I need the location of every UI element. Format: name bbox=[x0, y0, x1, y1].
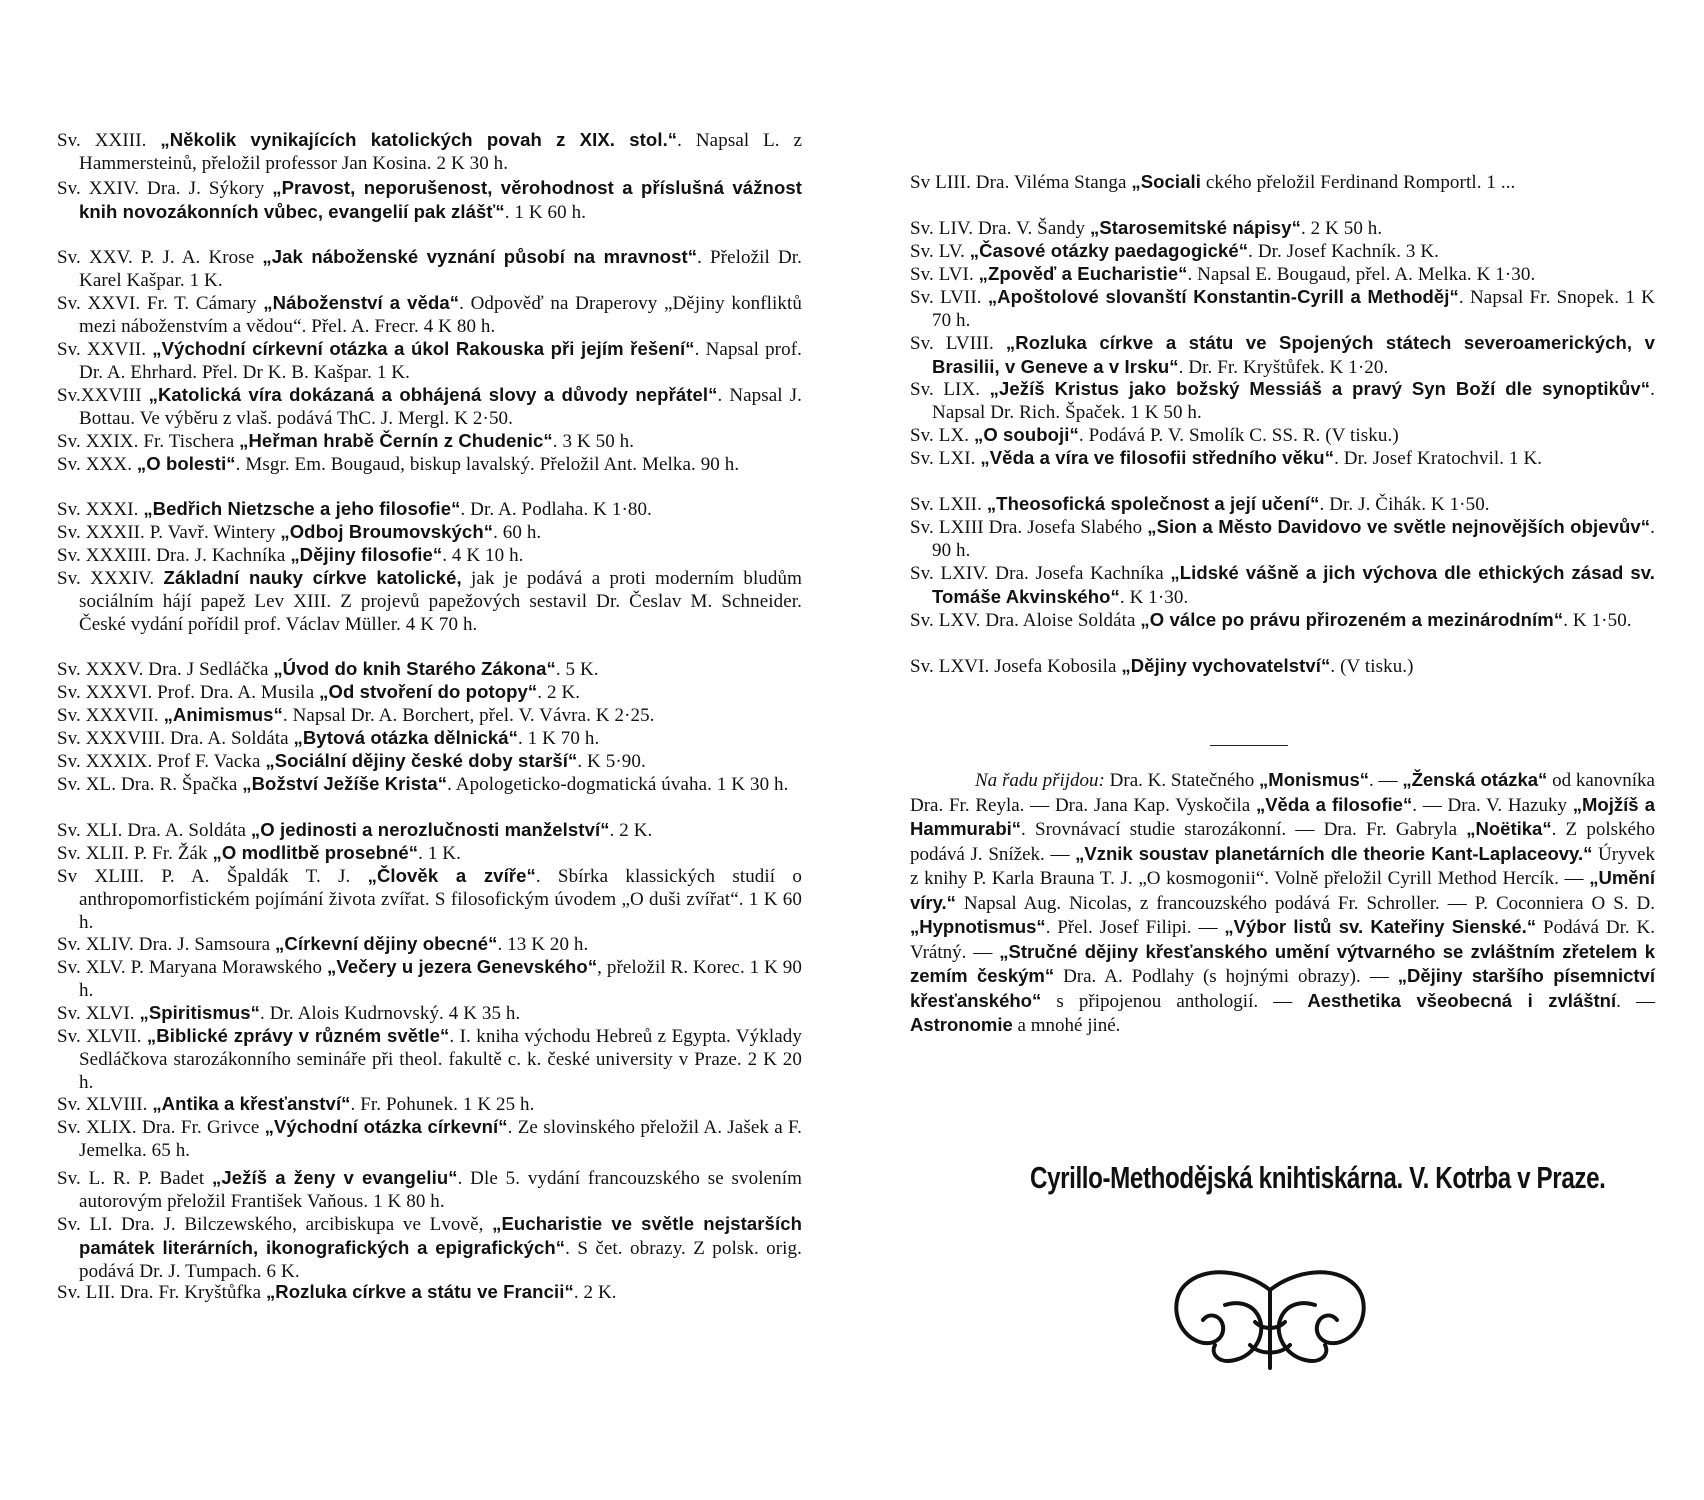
entry-details: . Dr. A. Podlaha. K 1·80. bbox=[460, 499, 652, 520]
catalog-entry bbox=[910, 239, 1655, 263]
entry-volume: Sv. XXXVII. bbox=[57, 705, 164, 726]
entry-volume: Sv. XXXIV. bbox=[57, 568, 164, 589]
entry-volume: Sv. LI. Dra. J. Bilczewského, arcibiskupa ve Lvově, bbox=[57, 1214, 493, 1235]
catalog-entry bbox=[57, 1166, 802, 1213]
printer-imprint: Cyrillo-Methodějská knihtiskárna. V. Kotrba v Praze. bbox=[1030, 1160, 1606, 1195]
entry-title: „O modlitbě prosebné“ bbox=[212, 842, 419, 863]
entry-title: „Jak náboženské vyznání působí na mravnost“ bbox=[262, 246, 698, 267]
entry-title: „Dějiny filosofie“ bbox=[290, 544, 443, 565]
entry-title: „Heřman hrabě Černín z Chudenic“ bbox=[239, 430, 553, 451]
forthcoming-title: „Umění víry.“ bbox=[910, 867, 1655, 913]
forthcoming-text: . Přel. Josef Filipi. — bbox=[1045, 917, 1225, 938]
entry-details: . Napsal Dr. Rich. Špaček. 1 K 50 h. bbox=[932, 379, 1655, 423]
entry-volume: Sv. LVI. bbox=[910, 264, 979, 285]
forthcoming-text: . — bbox=[1616, 990, 1655, 1012]
catalog-entry bbox=[57, 543, 802, 567]
entry-title: „Animismus“ bbox=[163, 704, 283, 725]
entry-details: . (V tisku.) bbox=[1330, 656, 1414, 677]
entry-volume: Sv. XXIV. Dra. J. Sýkory bbox=[57, 178, 273, 199]
catalog-entry bbox=[57, 1024, 802, 1094]
entry-title: „Eucharistie ve světle nejstarších památek literárních, ikonografických a epigrafických“ bbox=[79, 1213, 802, 1258]
entry-volume: Sv. LV. bbox=[910, 241, 970, 262]
entry-title: „Úvod do knih Starého Zákona“ bbox=[273, 658, 556, 679]
entry-volume: Sv XLIII. P. A. Špaldák T. J. bbox=[57, 866, 368, 887]
entry-volume: Sv. XXXI. bbox=[57, 499, 144, 520]
entry-volume: Sv. LXV. Dra. Aloise Soldáta bbox=[910, 610, 1141, 631]
entry-details: . Dr. J. Čihák. K 1·50. bbox=[1319, 494, 1490, 515]
catalog-entry bbox=[910, 285, 1655, 332]
forthcoming-title: „Věda a filosofie“ bbox=[1255, 793, 1413, 815]
entry-volume: Sv. XLVIII. bbox=[57, 1094, 153, 1115]
entry-details: . K 1·30. bbox=[1119, 587, 1189, 608]
forthcoming-title: „Dějiny staršího písemnictví křesťanského“ bbox=[910, 965, 1655, 1011]
entry-details: . 3 K 50 h. bbox=[552, 431, 635, 452]
catalog-entry bbox=[57, 1092, 802, 1116]
entry-volume: Sv. XXVI. Fr. T. Cámary bbox=[57, 293, 264, 314]
catalog-entry bbox=[910, 492, 1655, 516]
catalog-entry bbox=[57, 245, 802, 292]
entry-details: . Fr. Pohunek. 1 K 25 h. bbox=[350, 1094, 535, 1115]
entry-details: . Napsal J. Bottau. Ve výběru z vlaš. podává ThC. J. Mergl. K 2·50. bbox=[79, 385, 802, 429]
entry-title: „Východní otázka církevní“ bbox=[264, 1116, 508, 1137]
entry-title: „O souboji“ bbox=[973, 424, 1079, 445]
entry-details: . Podává P. V. Smolík C. SS. R. (V tisku.) bbox=[1078, 425, 1399, 446]
entry-details: . Napsal prof. Dr. A. Ehrhard. Přel. Dr K. B. Kašpar. 1 K. bbox=[79, 339, 802, 383]
forthcoming-lead: Na řadu přijdou: bbox=[975, 770, 1105, 791]
catalog-entry bbox=[57, 176, 802, 224]
catalog-entry bbox=[57, 1001, 802, 1025]
entry-title: „Rozluka církve a státu ve Spojených státech severoamerických, v Brasilii, v Geneve a v Irsku“ bbox=[932, 332, 1655, 377]
forthcoming-title: „Vznik soustav planetárních dle theorie Kant-Laplaceovy.“ bbox=[1075, 842, 1593, 864]
entry-title: „Náboženství a věda“ bbox=[263, 292, 460, 313]
entry-volume: Sv. XXIX. Fr. Tischera bbox=[57, 431, 240, 452]
forthcoming-text: Dra. K. Statečného bbox=[1104, 770, 1260, 791]
entry-volume: Sv. XXXV. Dra. J Sedláčka bbox=[57, 659, 274, 680]
catalog-entry bbox=[910, 561, 1655, 609]
entry-title: „Pravost, neporušenost, věrohodnost a příslušná vážnost knih novozákonních vůbec, evangelií pak zlášť“ bbox=[79, 177, 802, 222]
catalog-entry bbox=[910, 262, 1655, 286]
entry-details: . S čet. obrazy. Z polsk. orig. podává Dr. J. Tumpach. 6 K. bbox=[79, 1238, 803, 1282]
catalog-entry bbox=[57, 337, 802, 384]
entry-details: . 13 K 20 h. bbox=[497, 934, 589, 955]
forthcoming-text: s připojenou anthologií. — bbox=[1041, 990, 1308, 1012]
catalog-entry bbox=[57, 864, 802, 934]
forthcoming-title: „Monismus“ bbox=[1259, 769, 1370, 790]
forthcoming-text: . — bbox=[1369, 770, 1403, 791]
entry-volume: Sv. XL. Dra. R. Špačka bbox=[57, 774, 243, 795]
forthcoming-title: „Výbor listů sv. Kateřiny Sienské.“ bbox=[1224, 916, 1537, 937]
forthcoming-text: Podává Dr. K. Vrátný. — bbox=[910, 917, 1656, 963]
entry-title: „Sociální dějiny české doby starší“ bbox=[265, 750, 578, 771]
entry-title: „Spiritismus“ bbox=[139, 1002, 261, 1023]
catalog-entry bbox=[57, 291, 802, 338]
entry-volume: Sv. LIV. Dra. V. Šandy bbox=[910, 218, 1090, 239]
entry-details: . Msgr. Em. Bougaud, biskup lavalský. Přeložil Ant. Melka. 90 h. bbox=[235, 454, 740, 475]
forthcoming-paragraph bbox=[910, 768, 1655, 1038]
entry-title: „Sociali bbox=[1131, 171, 1202, 192]
forthcoming-text: . Srovnávací studie starozákonní. — Dra. Fr. Gabryla bbox=[1021, 819, 1467, 840]
entry-title: „Lidské vášně a jich výchova dle ethických zásad sv. Tomáše Akvinského“ bbox=[932, 562, 1656, 607]
entry-volume: Sv. XLI. Dra. A. Soldáta bbox=[57, 820, 251, 841]
forthcoming-text: . — Dra. V. Hazuky bbox=[1412, 794, 1573, 816]
entry-title: „O bolesti“ bbox=[136, 453, 236, 474]
entry-details: . Sbírka klassických studií o anthropomorfistickém pojímání života zvířat. S filosofickým úvodem „O duši zvířat“. 1 K 60 h. bbox=[79, 866, 802, 933]
entry-details: . Napsal L. z Hammersteinů, přeložil professor Jan Kosina. 2 K 30 h. bbox=[79, 130, 803, 174]
entry-volume: Sv. XXX. bbox=[57, 454, 137, 475]
entry-details: . Ze slovinského přeložil A. Jašek a F. Jemelka. 65 h. bbox=[79, 1117, 802, 1161]
catalog-entry bbox=[57, 497, 802, 521]
forthcoming-title: Aesthetika všeobecná i zvláštní bbox=[1307, 989, 1617, 1011]
entry-details: , přeložil R. Korec. 1 K 90 h. bbox=[79, 957, 802, 1001]
catalog-entry bbox=[57, 818, 802, 842]
forthcoming-text: Úryvek z knihy P. Karla Brauna T. J. „O kosmogonii“. Volně přeložil Cyrill Method Hercík. — bbox=[910, 843, 1655, 889]
entry-details: . 2 K. bbox=[573, 1282, 617, 1303]
entry-details: . 5 K. bbox=[555, 659, 599, 680]
forthcoming-text: Dra. A. Podlahy (s hojnými obrazy). — bbox=[1054, 966, 1398, 987]
catalog-entry bbox=[57, 566, 802, 636]
catalog-entry bbox=[910, 515, 1655, 562]
entry-title: „Katolická víra dokázaná a obhájená slovy a důvody nepřátel“ bbox=[148, 384, 718, 405]
catalog-entry bbox=[57, 383, 802, 430]
entry-details: . Dr. Fr. Kryštůfek. K 1·20. bbox=[1178, 357, 1389, 378]
entry-details: . Přeložil Dr. Karel Kašpar. 1 K. bbox=[79, 247, 803, 291]
entry-title: „Církevní dějiny obecné“ bbox=[275, 933, 498, 954]
catalog-entry bbox=[57, 128, 802, 175]
entry-volume: Sv. LVII. bbox=[910, 287, 988, 308]
entry-title: „Božství Ježíše Krista“ bbox=[242, 773, 448, 794]
entry-title: „Člověk a zvíře“ bbox=[367, 865, 536, 886]
catalog-entry bbox=[910, 377, 1655, 424]
catalog-entry bbox=[57, 1115, 802, 1162]
forthcoming-title: „Hypnotismus“ bbox=[910, 916, 1046, 937]
entry-details: . K 5·90. bbox=[577, 751, 646, 772]
forthcoming-text: a mnohé jiné. bbox=[1012, 1015, 1121, 1036]
entry-title: „O válce po právu přirozeném a mezinárodním“ bbox=[1140, 609, 1564, 630]
forthcoming-text: . Z polského podává J. Snížek. — bbox=[910, 819, 1655, 865]
forthcoming-title: „Stručné dějiny křesťanského umění výtvarného se zvláštním zřetelem k zemím českým“ bbox=[910, 940, 1655, 986]
entry-details: . Napsal E. Bougaud, přel. A. Melka. K 1·30. bbox=[1187, 264, 1536, 285]
entry-volume: Sv. LXIII Dra. Josefa Slabého bbox=[910, 517, 1148, 538]
entry-details: . 1 K. bbox=[418, 843, 461, 864]
catalog-entry bbox=[57, 955, 802, 1002]
catalog-entry bbox=[57, 520, 802, 544]
entry-title: „Antika a křesťanství“ bbox=[152, 1093, 351, 1114]
catalog-entry bbox=[57, 726, 802, 750]
entry-volume: Sv. XXXIX. Prof F. Vacka bbox=[57, 751, 266, 772]
entry-details: . I. kniha východu Hebreů z Egypta. Výklady Sedláčkova starozákonního semináře při theol. fakultě c. k. české university v Praze. 2 K 20 h. bbox=[79, 1026, 802, 1093]
entry-volume: Sv. XLVII. bbox=[57, 1026, 147, 1047]
entry-volume: Sv. LVIII. bbox=[910, 333, 1006, 354]
catalog-entry bbox=[57, 749, 802, 773]
catalog-entry bbox=[910, 170, 1655, 194]
entry-volume: Sv. XXXVIII. Dra. A. Soldáta bbox=[57, 728, 294, 749]
catalog-entry bbox=[910, 216, 1655, 240]
entry-title: „Bedřich Nietzsche a jeho filosofie“ bbox=[143, 498, 461, 519]
entry-volume: Sv. LXI. bbox=[910, 448, 981, 469]
entry-volume: Sv. LXII. bbox=[910, 494, 987, 515]
entry-details: . 90 h. bbox=[932, 517, 1655, 561]
entry-title: „Apoštolové slovanští Konstantin-Cyrill a Methoděj“ bbox=[987, 286, 1459, 307]
catalog-entry bbox=[910, 446, 1655, 470]
catalog-entry bbox=[57, 841, 802, 865]
catalog-entry bbox=[910, 423, 1655, 447]
entry-title: „Večery u jezera Genevského“ bbox=[326, 956, 598, 977]
ornament-icon bbox=[1165, 1260, 1375, 1380]
entry-details: . 4 K 10 h. bbox=[442, 545, 524, 566]
entry-title: „Východní církevní otázka a úkol Rakouska při jejím řešení“ bbox=[152, 338, 695, 359]
entry-details: . Dr. Josef Kratochvil. 1 K. bbox=[1334, 448, 1543, 469]
entry-volume: Sv. XXXIII. Dra. J. Kachníka bbox=[57, 545, 291, 566]
entry-volume: Sv. LX. bbox=[910, 425, 974, 446]
entry-details: . 60 h. bbox=[493, 522, 542, 543]
entry-title: „Ježíš Kristus jako božský Messiáš a pravý Syn Boží dle synoptikův“ bbox=[989, 378, 1651, 399]
entry-title: „Dějiny vychovatelství“ bbox=[1121, 655, 1331, 676]
catalog-entry bbox=[57, 772, 802, 796]
catalog-entry bbox=[57, 657, 802, 681]
entry-volume: Sv. XXVII. bbox=[57, 339, 153, 360]
entry-details: . 2 K 50 h. bbox=[1300, 218, 1383, 239]
entry-title: „Odboj Broumovských“ bbox=[280, 521, 494, 542]
entry-volume: Sv. XLIV. Dra. J. Samsoura bbox=[57, 934, 276, 955]
entry-details: . K 1·50. bbox=[1563, 610, 1632, 631]
entry-volume: Sv. XLVI. bbox=[57, 1003, 140, 1024]
entry-volume: Sv. XXXII. P. Vavř. Wintery bbox=[57, 522, 281, 543]
entry-volume: Sv. XLIX. Dra. Fr. Grivce bbox=[57, 1117, 265, 1138]
catalog-entry bbox=[910, 654, 1655, 678]
entry-volume: Sv. XLII. P. Fr. Žák bbox=[57, 843, 213, 864]
entry-details: . 2 K. bbox=[609, 820, 653, 841]
forthcoming-title: „Noëtika“ bbox=[1466, 818, 1552, 839]
entry-title: „Zpověď a Eucharistie“ bbox=[978, 263, 1188, 284]
entry-title: „Sion a Město Davidovo ve světle nejnovějších objevův“ bbox=[1147, 516, 1651, 537]
forthcoming-text: od kanovníka Dra. Fr. Reyla. — Dra. Jana Kap. Vyskočila bbox=[910, 770, 1655, 816]
catalog-entry bbox=[57, 1280, 802, 1304]
forthcoming-title: „Mojžíš a Hammurabi“ bbox=[910, 793, 1655, 839]
entry-volume: Sv. LII. Dra. Fr. Kryštůfka bbox=[57, 1282, 266, 1303]
catalog-entry bbox=[57, 932, 802, 956]
entry-details: . Odpověď na Draperovy „Dějiny konfliktů mezi náboženstvím a vědou“. Přel. A. Frecr. 4 K 80 h. bbox=[79, 293, 802, 337]
entry-details: . Dle 5. vydání francouzského se svolením autorovým přeložil František Vaňous. 1 K 80 h. bbox=[79, 1168, 802, 1212]
entry-details: . Dr. Josef Kachník. 3 K. bbox=[1248, 241, 1440, 262]
entry-details: . 1 K 60 h. bbox=[504, 202, 587, 223]
forthcoming-title: Astronomie bbox=[910, 1014, 1013, 1035]
section-divider bbox=[1210, 745, 1288, 746]
forthcoming-title: „Ženská otázka“ bbox=[1402, 769, 1548, 790]
entry-volume: Sv. XXIII. bbox=[57, 130, 161, 151]
entry-title: „Starosemitské nápisy“ bbox=[1090, 217, 1301, 238]
entry-volume: Sv. LXIV. Dra. Josefa Kachníka bbox=[910, 563, 1171, 584]
entry-volume: Sv. XXV. P. J. A. Krose bbox=[57, 247, 263, 268]
catalog-entry bbox=[57, 452, 802, 476]
entry-volume: Sv. LIX. bbox=[910, 379, 990, 400]
entry-title: „Ježíš a ženy v evangeliu“ bbox=[212, 1167, 458, 1188]
catalog-entry bbox=[910, 608, 1655, 632]
entry-title: Základní nauky církve katolické, bbox=[163, 567, 462, 588]
entry-details: ckého přeložil Ferdinand Romportl. 1 ... bbox=[1201, 172, 1516, 193]
entry-details: . 2 K. bbox=[537, 682, 581, 703]
entry-details: . Dr. Alois Kudrnovský. 4 K 35 h. bbox=[260, 1003, 521, 1024]
entry-title: „Několik vynikajících katolických povah z XIX. stol.“ bbox=[160, 129, 678, 150]
entry-title: „Theosofická společnost a její učení“ bbox=[986, 493, 1320, 514]
entry-title: „Časové otázky paedagogické“ bbox=[969, 240, 1249, 261]
entry-volume: Sv. XXXVI. Prof. Dra. A. Musila bbox=[57, 682, 320, 703]
entry-volume: Sv. LXVI. Josefa Kobosila bbox=[910, 656, 1122, 677]
catalog-entry bbox=[57, 680, 802, 704]
entry-volume: Sv. XLV. P. Maryana Morawského bbox=[57, 957, 327, 978]
entry-details: . Napsal Dr. A. Borchert, přel. V. Vávra. K 2·25. bbox=[282, 705, 655, 726]
forthcoming-text: Napsal Aug. Nicolas, z francouzského podává Fr. Schroller. — P. Coconniera O S. D. bbox=[955, 892, 1655, 914]
entry-volume: Sv. L. R. P. Badet bbox=[57, 1168, 213, 1189]
entry-title: „O jedinosti a nerozlučnosti manželství“ bbox=[250, 819, 610, 840]
catalog-entry bbox=[57, 1212, 802, 1283]
entry-title: „Rozluka církve a státu ve Francii“ bbox=[265, 1281, 574, 1302]
entry-title: „Věda a víra ve filosofii středního věku“ bbox=[980, 447, 1335, 468]
entry-details: . 1 K 70 h. bbox=[517, 728, 600, 749]
entry-details: jak je podává a proti moderním bludům sociálním hájí papež Lev XIII. Z projevů papežových sestavil Dr. Česlav M. Schneider. České vydání pořídil prof. Václav Müller. 4 K 70 h. bbox=[79, 568, 803, 635]
entry-title: „Od stvoření do potopy“ bbox=[319, 681, 538, 702]
entry-volume: Sv.XXVIII bbox=[57, 385, 149, 406]
entry-title: „Bytová otázka dělnická“ bbox=[293, 727, 518, 748]
entry-title: „Biblické zprávy v různém světle“ bbox=[146, 1025, 450, 1046]
entry-volume: Sv LIII. Dra. Viléma Stanga bbox=[910, 172, 1132, 193]
entry-details: . Apologeticko-dogmatická úvaha. 1 K 30 h. bbox=[447, 774, 789, 795]
entry-details: . Napsal Fr. Snopek. 1 K 70 h. bbox=[932, 287, 1655, 331]
catalog-entry bbox=[57, 703, 802, 727]
catalog-entry bbox=[910, 331, 1655, 379]
catalog-entry bbox=[57, 429, 802, 453]
